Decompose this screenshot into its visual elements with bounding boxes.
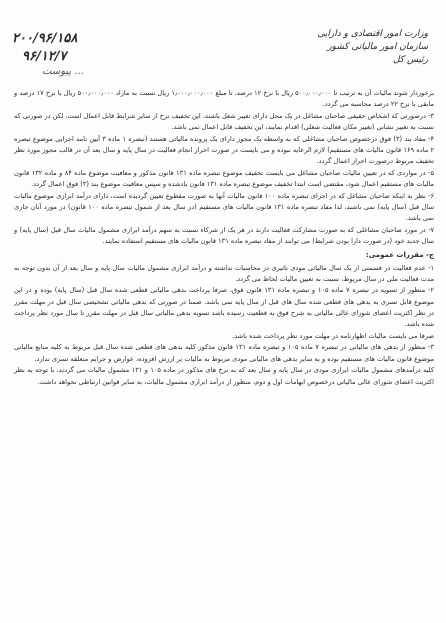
reference-date: ۹۶/۱۲/۷ xyxy=(22,49,67,64)
reference-block xyxy=(12,30,152,78)
section-heading-general-rules: ج- مقررات عمومی: xyxy=(365,251,434,260)
reference-attachment: پیوست ... xyxy=(42,66,84,77)
letterhead xyxy=(278,28,428,67)
letter-body xyxy=(14,88,434,388)
paragraph: ۵- در مواردی که در تعیین مالیات صاحبان مشاغل می بایست تخفیف موضوع تبصره ماده ۱۳۱ قانون مذکور و معافیت موضوع ماده ۸۴ و ماده ۱۳۲ قانون مالیات های مستقیم اعمال شود، مقتضی است ابتدا تخفیف موضوع تبصره ماده ۱۳۱ قانون یادشده و سپس معافیت موضوع بند (۳) فوق اعمال گردد. xyxy=(14,168,434,189)
letterhead-organization: سازمان امور مالیاتی کشور xyxy=(327,42,428,52)
paragraph: ۳- منظور از بدهی های مالیاتی در تبصره ۷ ماده ۱۰۵ و تبصره ماده ۱۳۱ قانون مذکور کلیه بدهی های قطعی شده سال قبل مربوط به کلیه منابع مالیاتی موضوع قانون مالیات های مستقیم بوده و به سایر بدهی های مالیاتی مودی مربوط به مالیات بر ارزش افزوده، عوارض و جرایم متعلقه تسری ندارد. xyxy=(14,343,435,363)
paragraph: ۲- منظور از تسویه در تبصره ۷ ماده ۱۰۵ و تبصره ماده ۱۳۱ قانون فوق، صرفا پرداخت بدهی مالیاتی قطعی شده سال قبل (سال پایه) بوده و در این موضوع قابل تسری به بدهی های قطعی شده سال های قبل از سال پایه نمی باشد. ضمنا در صورتی که بدهی مالیاتی تشخیصی سال قبل در مهلت مقرر در نظر اکثریت اعضای شورای عالی مالیاتی به شرح فوق به قطعیت رسیده باشد تسویه بدهی مالیاتی سال قبل در مهلت مقرر تا سال مورد نظر پرداخت شده باشد. xyxy=(14,286,434,329)
paragraph: کلیه درآمدهای مشمول مالیات ابرازی مودی در سال پایه و سال بعد که به نرخ های مذکور در ماده ۱۰۵ و ۱۳۱ مشمول مالیات می گردند، با توجه به نظر اکثریت اعضای شورای عالی مالیاتی درخصوص ابهامات اول و دوم، منظور از درآمد ابرازی مشمول مالیات، به سایر قوانین ارتباطی نخواهد داشت. xyxy=(14,366,434,386)
letterhead-title: رئیس کل xyxy=(392,55,428,65)
paragraph: ۶- نظر به اینکه صاحبان مشاغل که در اجرای تبصره ماده ۱۰۰ قانون مالیات آنها به صورت مقطوع تعیین گردیده است، دارای درآمد ابرازی موضوع مالیات سال قبل (سال پایه) نمی باشند، لذا مفاد تبصره ماده ۱۳۱ قانون مالیات های مستقیم (در سال بعد از شمول تبصره ماده ۱۰۰ قانون) در مورد آنان جاری نمی باشد. xyxy=(14,191,435,223)
paragraph: ۳- درصورتی که اشخاص حقیقی صاحبان مشاغل در یک محل دارای تغییر شغل باشند، این تخفیف نرخ از سایر شرایط قابل اعمال است، لکن در صورتی که نسبت به تغییر نشانی (تغییر مکان فعالیت شغلی) اقدام نمایند، این تخفیف قابل اعمال نمی باشد. xyxy=(14,111,434,132)
paragraph: ۱- عدم فعالیت در قسمتی از یک سال مالیاتی مودی تاثیری در محاسبات نداشته و درآمد ابرازی مشمول مالیات سال پایه و سال بعد از آن بدون توجه به مدت فعالیت ملی در سال مربوط، نسبت به تعیین مالیات لحاظ می گردد. xyxy=(14,263,434,283)
paragraph: ۷- در مورد صاحبان مشاغلی که به صورت مشارکت فعالیت دارند در هر یک از شرکاء نسبت به سهم درآمد ابرازی مشمول مالیات سال قبل (سال پایه) و سال جدید خود (در صورت دارا بودن شرایط) می توانند از مفاد تبصره ماده ۱۳۱ قانون مالیات های مستقیم استفاده نمایند. xyxy=(14,225,434,246)
paragraph: صرفا می بایست مالیات اظهارنامه در مهلت مورد نظر پرداخت شده باشد. xyxy=(232,331,434,340)
reference-number: ۲۰۰/۹۶/۱۵۸ xyxy=(12,31,78,46)
letterhead-ministry: وزارت امور اقتصادی و دارایی xyxy=(317,29,428,39)
paragraph: برخوردار شوند مالیات آن به ترتیب تا ۵۰۰٫۰۰۰٫۰۰۰ ریال با نرخ ۱۲ درصد، تا مبلغ ۱٫۰۰۰٫۰۰۰٫۰۰۰ ریال نسبت به مازاد ۵۰۰٫۰۰۰٫۰۰۰ ریال با نرخ ۱۷ درصد و مابقی با نرخ ۲۲ درصد محاسبه می گردد. xyxy=(14,89,434,109)
paragraph: ۴- مفاد بند (۳) فوق درخصوص صاحبان مشاغلی که به واسطه یک مجوز دارای یک پرونده مالیاتی هستند (تبصره ۱ ماده ۳ آیین نامه اجرایی موضوع تبصره ۲ ماده ۱۶۹ قانون مالیات های مستقیم) لازم الرعایه نبوده و می بایست در صورت احراز انجام فعالیت در سال پایه و سال بعد آن در قالب مجوز مورد نظر تخفیف مربوط درصورت احراز اعمال گردد. xyxy=(14,134,435,166)
